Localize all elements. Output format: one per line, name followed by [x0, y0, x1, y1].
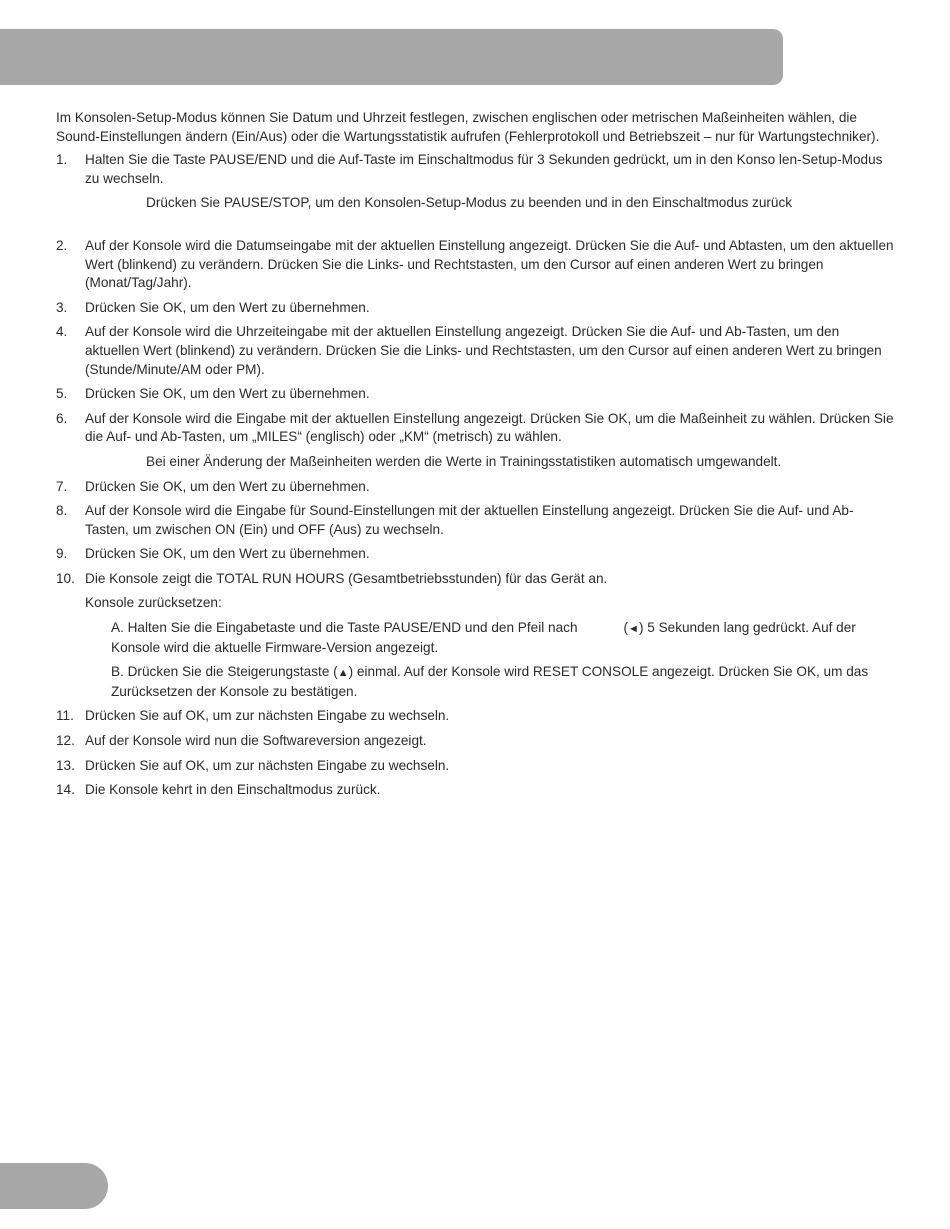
step-number: 2.	[56, 237, 68, 253]
step-text: Drücken Sie OK, um den Wert zu übernehmen.	[85, 386, 370, 402]
list-item	[56, 545, 894, 564]
list-item	[56, 707, 894, 726]
step-number: 1.	[56, 152, 68, 168]
document-body	[56, 109, 894, 806]
step-text: Auf der Konsole wird die Datumseingabe mit der aktuellen Einstellung angezeigt. Drücken Sie die Auf- und Abtasten, um den aktuellen Wert (blinkend) zu verändern. Drücken Sie die Links- und Rechtstasten, um den Cursor auf einen anderen Wert zu bringen (Monat/Tag/Jahr).	[85, 237, 894, 291]
reset-step-a-text-start: A. Halten Sie die Eingabetaste und die Taste PAUSE/END und den Pfeil nach	[111, 620, 578, 636]
reset-step-b-text-end: ) einmal. Auf der Konsole wird RESET CONSOLE angezeigt. Drücken Sie OK, um das Zurücksetzen der Konsole zu bestätigen.	[111, 664, 869, 699]
step-text: Auf der Konsole wird nun die Softwareversion angezeigt.	[85, 733, 427, 749]
step-number: 10.	[56, 570, 75, 586]
step-number: 11.	[56, 708, 74, 724]
list-item	[56, 299, 894, 318]
step-text: Die Konsole zeigt die TOTAL RUN HOURS (Gesamtbetriebsstunden) für das Gerät an.	[85, 570, 608, 586]
step-text: Auf der Konsole wird die Uhrzeiteingabe mit der aktuellen Einstellung angezeigt. Drücken Sie die Auf- und Ab-Tasten, um den aktuellen Wert (blinkend) zu verändern. Drücken Sie die Links- und Rechtstasten, um den Cursor auf einen anderen Wert zu bringen (Stunde/Minute/AM oder PM).	[85, 324, 882, 377]
list-item	[56, 323, 894, 379]
header-bar	[0, 29, 783, 85]
step-text: Halten Sie die Taste PAUSE/END und die Auf-Taste im Einschaltmodus für 3 Sekunden gedrückt, um in den Konso len-Setup-Modus zu wechseln.	[85, 152, 883, 186]
step-number: 12.	[56, 733, 75, 749]
step-text: Drücken Sie OK, um den Wert zu übernehmen.	[85, 299, 370, 315]
list-item	[56, 757, 894, 776]
list-item	[56, 781, 894, 800]
list-item	[56, 478, 894, 497]
step-number: 6.	[56, 410, 68, 426]
list-item	[56, 570, 894, 589]
left-arrow-icon: ◄	[628, 623, 639, 636]
reset-step-a-text-end: ) 5 Sekunden lang gedrückt. Auf der Konsole wird die aktuelle Firmware-Version angezeigt.	[111, 620, 856, 655]
up-arrow-icon: ▲	[337, 667, 349, 680]
reset-heading: Konsole zurücksetzen:	[85, 595, 222, 611]
step-number: 14.	[56, 782, 75, 798]
list-item	[56, 410, 894, 447]
list-item	[56, 151, 894, 188]
step-number: 8.	[56, 503, 68, 519]
list-item	[56, 385, 894, 404]
step-number: 13.	[56, 757, 75, 773]
footer-tab	[0, 1163, 108, 1209]
list-item	[56, 237, 894, 293]
step-text: Auf der Konsole wird die Eingabe für Sound-Einstellungen mit der aktuellen Einstellung angezeigt. Drücken Sie die Auf- und Ab-Tasten, um zwischen ON (Ein) und OFF (Aus) zu wechseln.	[85, 503, 854, 537]
step-text: Die Konsole kehrt in den Einschaltmodus zurück.	[85, 782, 381, 798]
intro-paragraph: Im Konsolen-Setup-Modus können Sie Datum und Uhrzeit festlegen, zwischen englischen oder metrischen Maßeinheiten wählen, die Sound-Einstellungen ändern (Ein/Aus) oder die Wartungsstatistik aufrufen (Fehlerprotokoll und Betriebszeit – nur für Wartungstechniker).	[56, 110, 880, 144]
step-text: Drücken Sie OK, um den Wert zu übernehmen.	[85, 546, 370, 562]
step-number: 9.	[56, 546, 68, 562]
step-text: Auf der Konsole wird die Eingabe mit der aktuellen Einstellung angezeigt. Drücken Sie OK, um die Maßeinheit zu wählen. Drücken Sie die Auf- und Ab-Tasten, um „MILES“ (englisch) oder „KM“ (metrisch) zu wählen.	[85, 410, 894, 445]
note-exit: Drücken Sie PAUSE/STOP, um den Konsolen-Setup-Modus zu beenden und in den Einschaltmodus zurück	[146, 195, 793, 211]
step-number: 4.	[56, 324, 68, 340]
list-item	[56, 502, 894, 539]
step-text: Drücken Sie auf OK, um zur nächsten Eingabe zu wechseln.	[85, 708, 450, 724]
step-number: 3.	[56, 299, 68, 315]
reset-step-b-text-start: B. Drücken Sie die Steigerungstaste (	[111, 664, 338, 680]
step-number: 7.	[56, 478, 68, 494]
reset-step-b	[56, 663, 894, 701]
list-item	[56, 732, 894, 751]
step-number: 5.	[56, 386, 68, 402]
reset-step-a-paren: (	[623, 620, 629, 636]
note-units: Bei einer Änderung der Maßeinheiten werden die Werte in Trainingsstatistiken automatisch umgewandelt.	[146, 453, 782, 469]
reset-step-a	[56, 619, 894, 657]
step-text: Drücken Sie OK, um den Wert zu übernehmen.	[85, 478, 370, 494]
step-text: Drücken Sie auf OK, um zur nächsten Eingabe zu wechseln.	[85, 757, 450, 773]
